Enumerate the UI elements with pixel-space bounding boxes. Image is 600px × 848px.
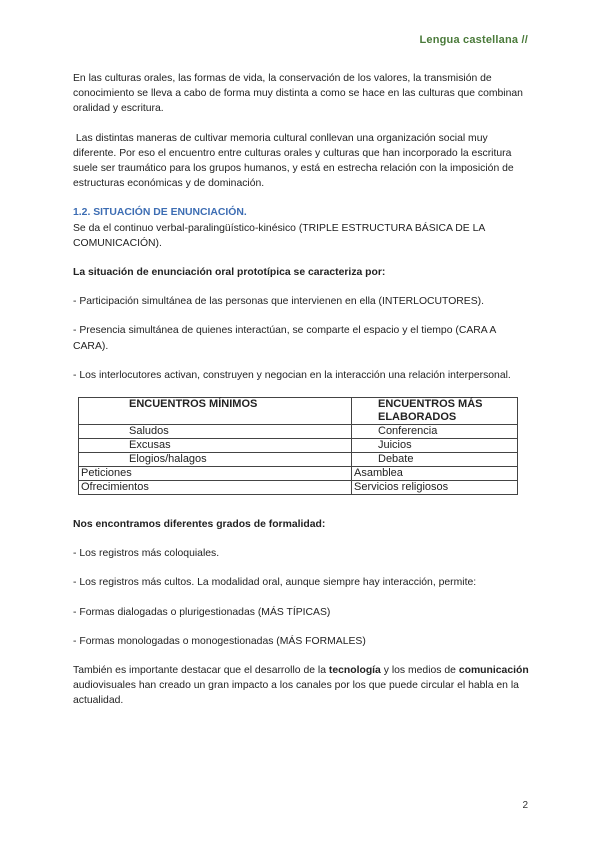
table-cell: Juicios bbox=[352, 439, 518, 453]
table-cell: Peticiones bbox=[79, 467, 352, 481]
closing-text: y los medios de bbox=[380, 665, 459, 677]
encounters-table bbox=[78, 397, 518, 495]
paragraph-oral-cultures: En las culturas orales, las formas de vida, la conservación de los valores, la transmisión de conocimiento se lleva a cabo de forma muy distinta a como se hace en las culturas que combinan oralidad y escritura. bbox=[73, 73, 523, 115]
table-header-elaborate: ENCUENTROS MÁS ELABORADOS bbox=[352, 398, 518, 425]
table-row bbox=[79, 453, 518, 467]
list-item: - Presencia simultánea de quienes interactúan, se comparte el espacio y el tiempo (CARA A CARA). bbox=[73, 325, 496, 352]
table-row bbox=[79, 467, 518, 481]
table-row bbox=[79, 481, 518, 495]
table-cell: Asamblea bbox=[352, 467, 518, 481]
header-title: Lengua castellana // bbox=[419, 34, 528, 46]
list-item: - Los registros más cultos. La modalidad oral, aunque siempre hay interacción, permite: bbox=[73, 577, 477, 589]
table-cell: Servicios religiosos bbox=[352, 481, 518, 495]
list-item: - Los registros más coloquiales. bbox=[73, 548, 220, 560]
closing-text: También es importante destacar que el desarrollo de la bbox=[73, 665, 329, 677]
table-cell: Debate bbox=[352, 453, 518, 467]
paragraph-cultural-memory: Las distintas maneras de cultivar memoria cultural conllevan una organización social muy diferente. Por eso el encuentro entre culturas orales y culturas que han incorporado la escritura suele ser traumático para los grupos humanos, y está en estrecha relación con la imposición de estructuras económicas y de dominación. bbox=[73, 132, 517, 190]
section-intro: Se da el continuo verbal-paralingüístico-kinésico (TRIPLE ESTRUCTURA BÁSICA DE LA COMUNICACIÓN). bbox=[73, 222, 485, 249]
keyword-technology: tecnología bbox=[328, 665, 381, 677]
list-item: - Los interlocutores activan, construyen y negocian en la interacción una relación interpersonal. bbox=[73, 369, 511, 381]
closing-text: audiovisuales han creado un gran impacto a los canales por los que puede circular el habla en la actualidad. bbox=[73, 665, 532, 707]
list-item: - Formas dialogadas o plurigestionadas (MÁS TÍPICAS) bbox=[73, 606, 331, 618]
closing-paragraph bbox=[73, 663, 532, 709]
table-row bbox=[79, 439, 518, 453]
table-cell: Conferencia bbox=[352, 425, 518, 439]
list-item: - Participación simultánea de las personas que intervienen en ella (INTERLOCUTORES). bbox=[73, 296, 485, 308]
table-cell: Excusas bbox=[79, 439, 352, 453]
table-row bbox=[79, 425, 518, 439]
table-cell: Elogios/halagos bbox=[79, 453, 352, 467]
keyword-communication: comunicación bbox=[458, 665, 529, 677]
formality-subhead: Nos encontramos diferentes grados de formalidad: bbox=[73, 519, 326, 531]
page-number: 2 bbox=[522, 800, 528, 811]
table-header-row bbox=[79, 398, 518, 425]
document-body bbox=[73, 71, 532, 723]
table-header-minimal: ENCUENTROS MÍNIMOS bbox=[79, 398, 352, 425]
table-cell: Saludos bbox=[79, 425, 352, 439]
list-item: - Formas monologadas o monogestionadas (MÁS FORMALES) bbox=[73, 635, 366, 647]
table-cell: Ofrecimientos bbox=[79, 481, 352, 495]
prototypical-subhead: La situación de enunciación oral prototípica se caracteriza por: bbox=[73, 267, 386, 279]
section-title: 1.2. SITUACIÓN DE ENUNCIACIÓN. bbox=[73, 207, 247, 219]
